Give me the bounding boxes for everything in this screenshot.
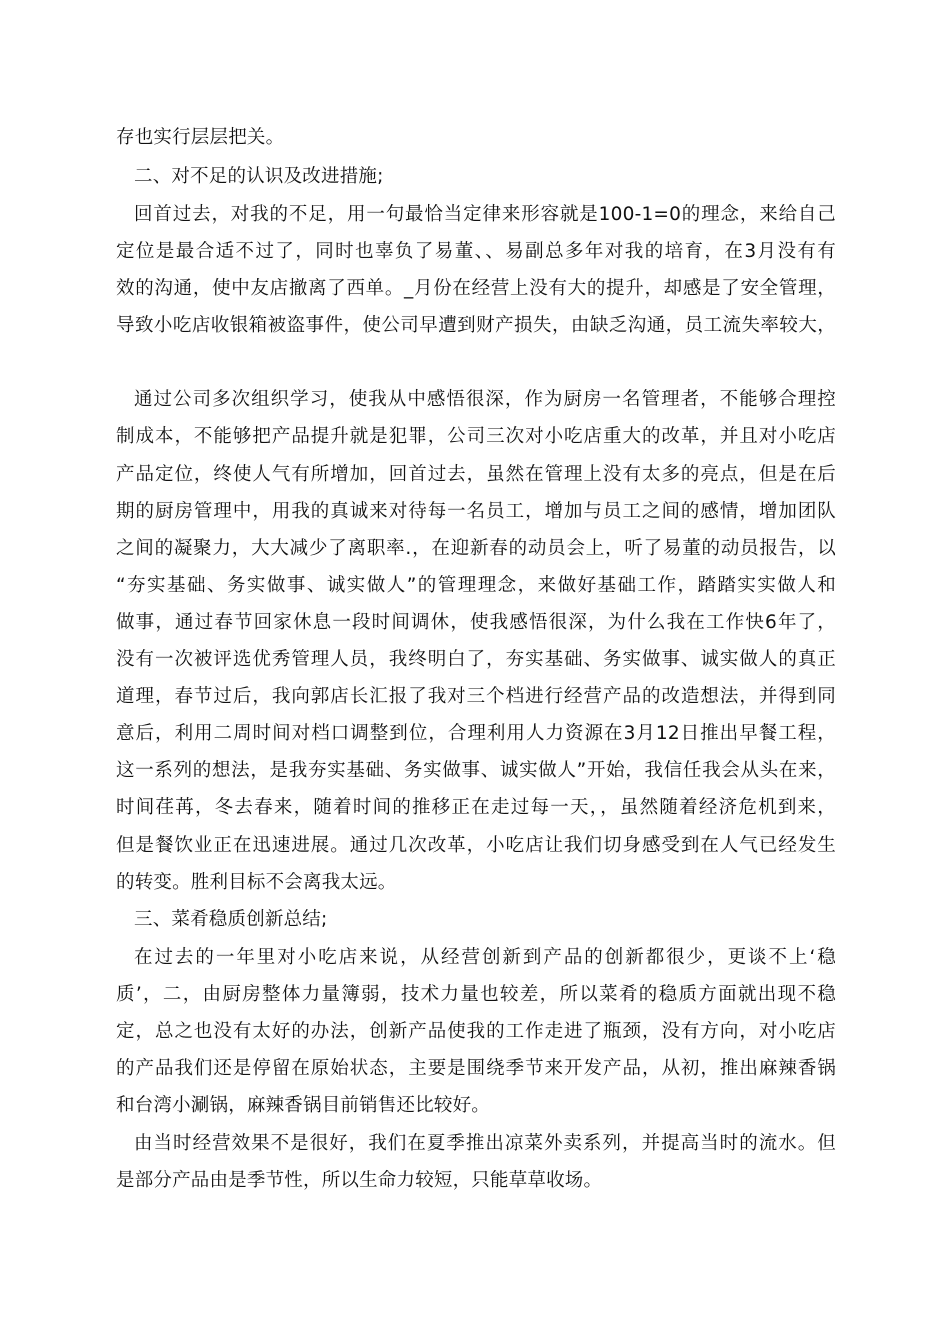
text-line: 和台湾小涮锅，麻辣香锅目前销售还比较好。 xyxy=(116,1095,491,1116)
text-line: 意后，利用二周时间对档口调整到位，合理利用人力资源在3月12日推出早餐工程， xyxy=(116,723,836,744)
text-line: 通过公司多次组织学习，使我从中感悟很深，作为厨房一名管理者，不能够合理控 xyxy=(134,389,836,410)
text-line: 效的沟通，使中友店撤离了西单。_月份在经营上没有大的提升，却感是了安全管理， xyxy=(116,278,836,299)
text-line: 没有一次被评选优秀管理人员，我终明白了，夯实基础、务实做事、诚实做人的真正 xyxy=(116,649,836,670)
text-line: 时间荏苒，冬去春来，随着时间的推移正在走过每一天，，虽然随着经济危机到来， xyxy=(116,797,836,818)
text-line: 在过去的一年里对小吃店来说，从经营创新到产品的创新都很少，更谈不上‘稳 xyxy=(134,947,836,968)
section-heading: 三、菜肴稳质创新总结; xyxy=(134,909,328,930)
text-line: “夯实基础、务实做事、诚实做人”的管理理念，来做好基础工作，踏踏实实做人和 xyxy=(116,575,836,596)
text-line: 之间的凝聚力，大大减少了离职率.，在迎新春的动员会上，听了易董的动员报告，以 xyxy=(116,538,836,559)
text-line: 制成本，不能够把产品提升就是犯罪，公司三次对小吃店重大的改革，并且对小吃店 xyxy=(116,426,836,447)
text-line: 存也实行层层把关。 xyxy=(116,127,285,148)
text-line: 做事，通过春节回家休息一段时间调休，使我感悟很深，为什么我在工作快6年了， xyxy=(116,612,836,633)
text-line: 但是餐饮业正在迅速进展。通过几次改革，小吃店让我们切身感受到在人气已经发生 xyxy=(116,835,836,856)
text-line: 的转变。胜利目标不会离我太远。 xyxy=(116,872,397,893)
text-line: 是部分产品由是季节性，所以生命力较短，只能草草收场。 xyxy=(116,1170,603,1191)
section-heading: 二、对不足的认识及改进措施; xyxy=(134,166,384,187)
text-line: 这一系列的想法，是我夯实基础、务实做事、诚实做人”开始，我信任我会从头在来， xyxy=(116,760,836,781)
text-line: 导致小吃店收银箱被盗事件，使公司早遭到财产损失，由缺乏沟通，员工流失率较大， xyxy=(116,315,836,336)
text-line: 的产品我们还是停留在原始状态，主要是围绕季节来开发产品，从初，推出麻辣香锅 xyxy=(116,1058,836,1079)
text-line: 由当时经营效果不是很好，我们在夏季推出凉菜外卖系列，并提高当时的流水。但 xyxy=(134,1133,836,1154)
text-line: 产品定位，终使人气有所增加，回首过去，虽然在管理上没有太多的亮点，但是在后 xyxy=(116,464,836,485)
text-line: 质’，二，由厨房整体力量簿弱，技术力量也较差，所以菜肴的稳质方面就出现不稳 xyxy=(116,984,836,1005)
text-line: 定位是最合适不过了，同时也辜负了易董、、易副总多年对我的培育，在3月没有有 xyxy=(116,241,836,262)
text-line: 道理，春节过后，我向郭店长汇报了我对三个档进行经营产品的改造想法，并得到同 xyxy=(116,686,836,707)
text-line: 回首过去，对我的不足，用一句最恰当定律来形容就是100-1=0的理念，来给自己 xyxy=(134,204,836,225)
text-line: 期的厨房管理中，用我的真诚来对待每一名员工，增加与员工之间的感情，增加团队 xyxy=(116,501,836,522)
text-line: 定，总之也没有太好的办法，创新产品使我的工作走进了瓶颈，没有方向，对小吃店 xyxy=(116,1021,836,1042)
